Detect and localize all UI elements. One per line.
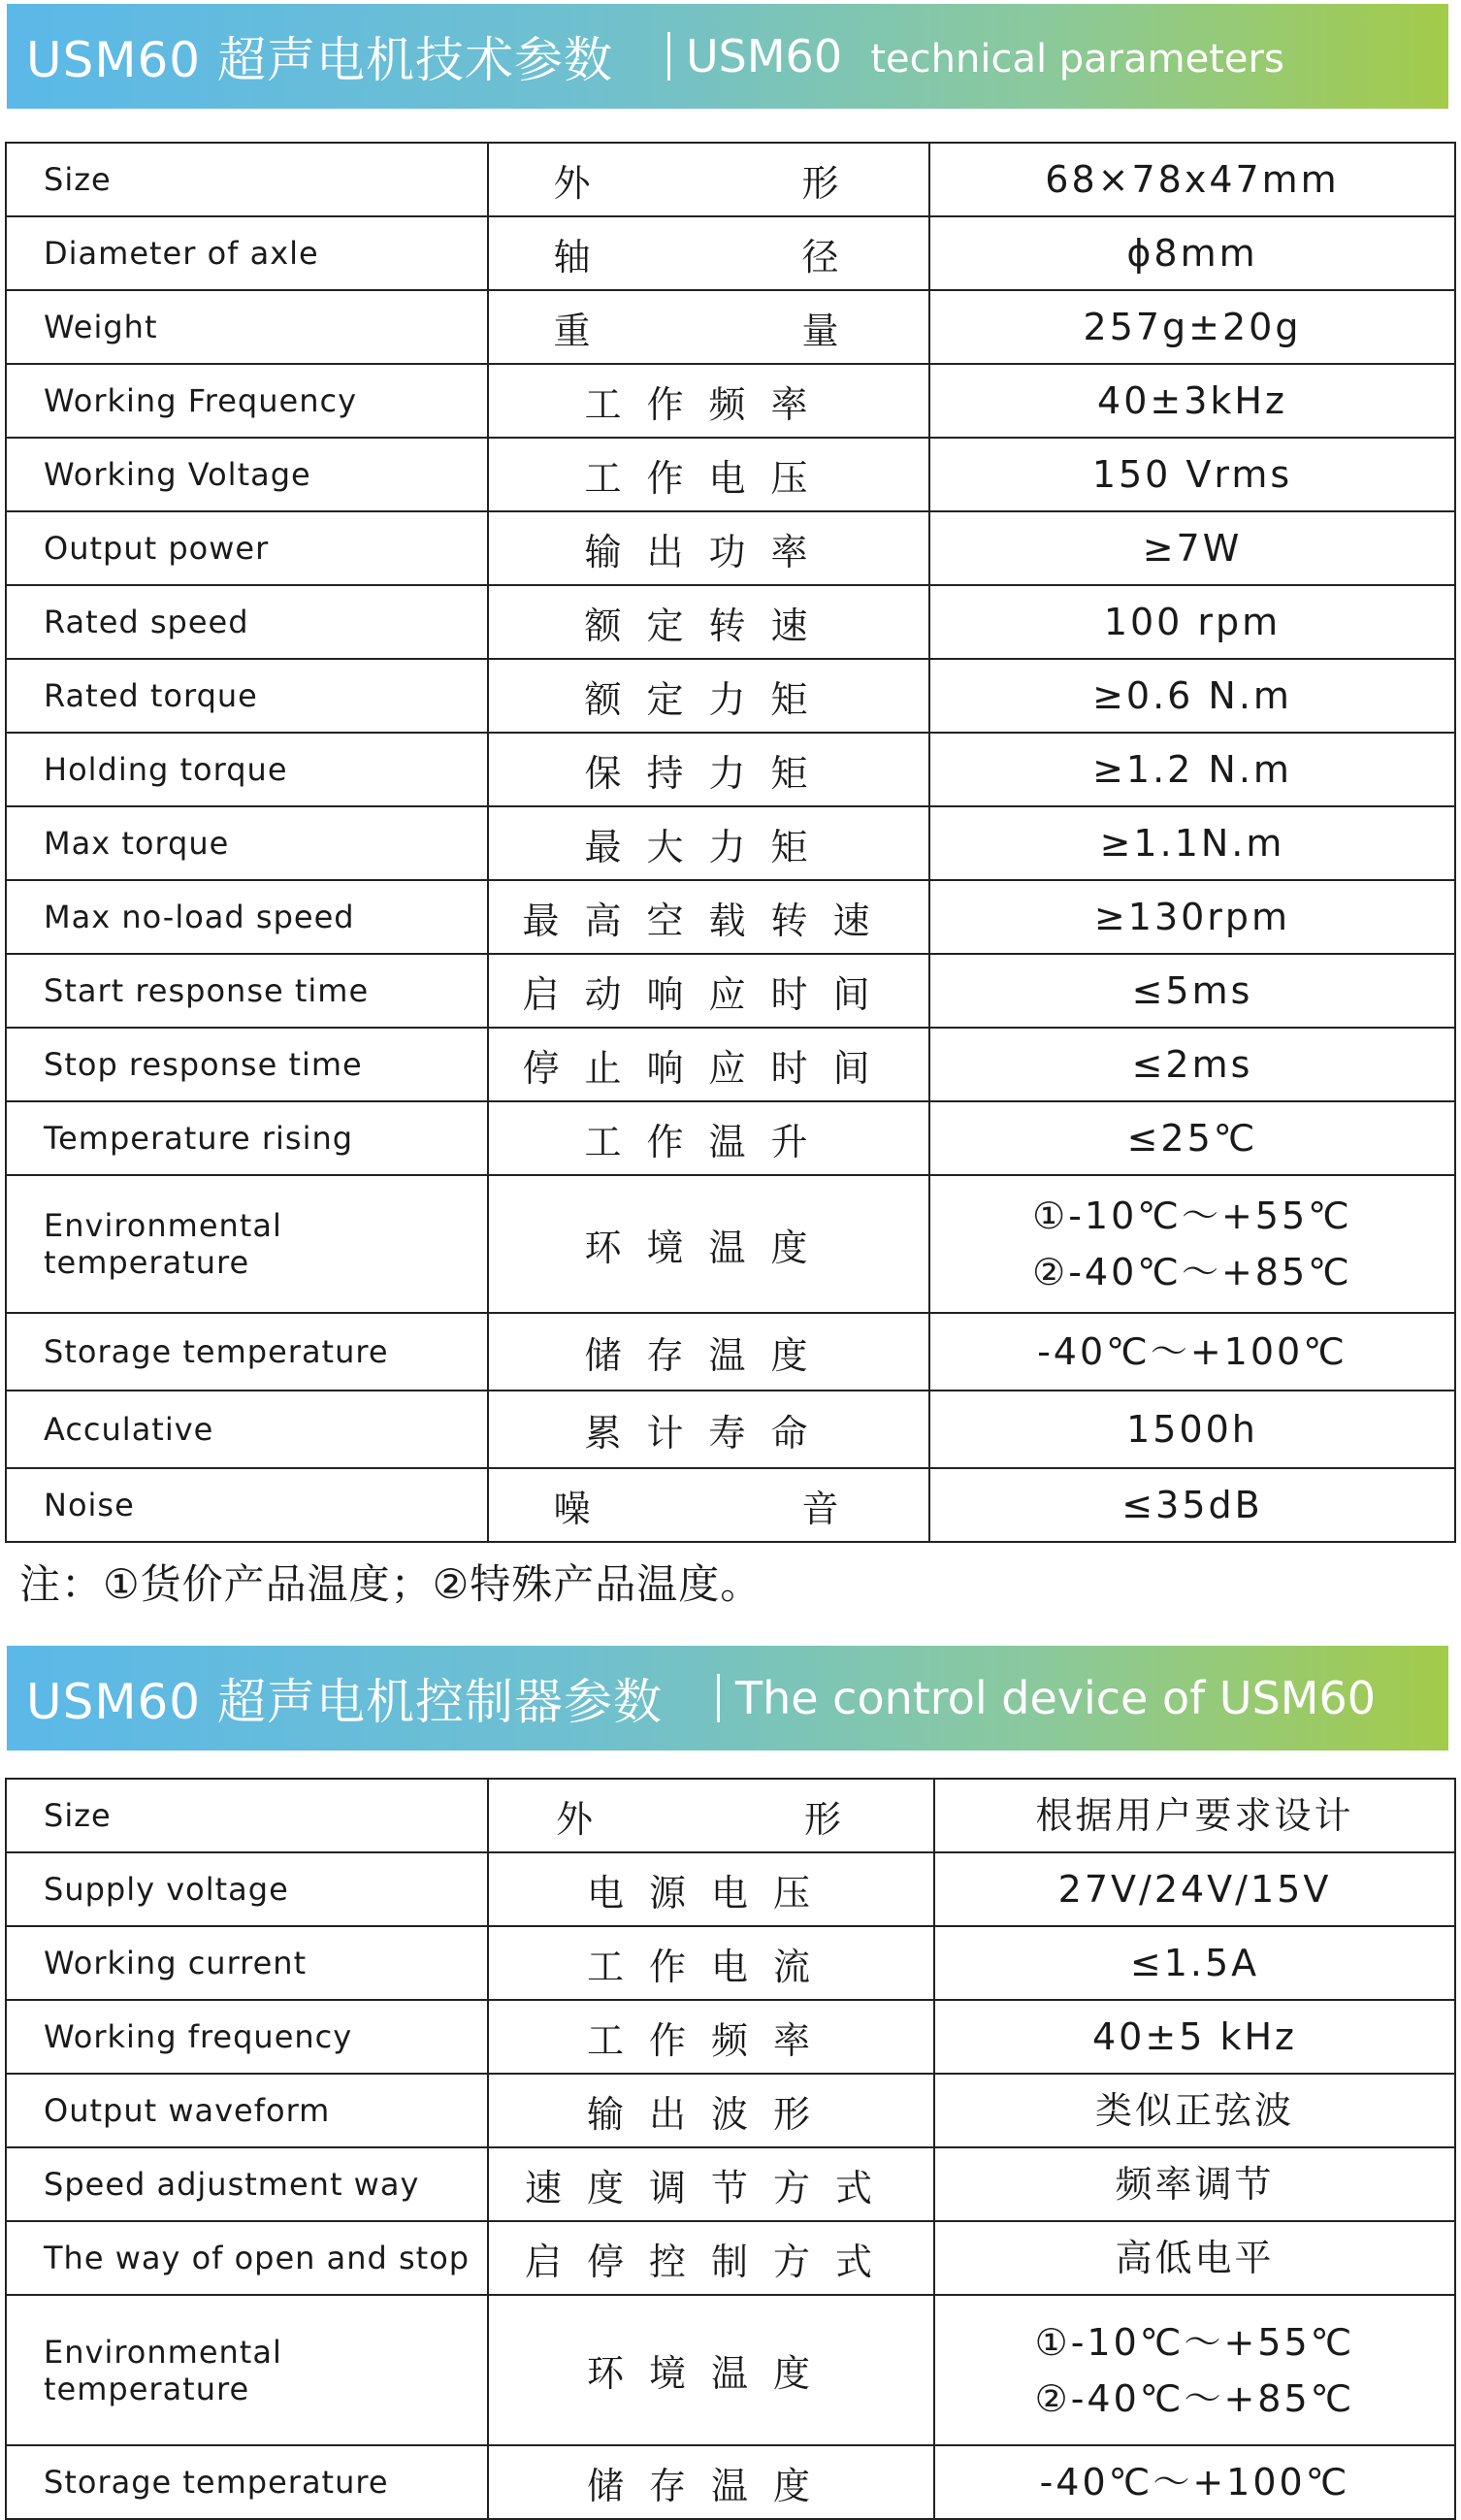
parameter-name-en: Rated torque (6, 659, 488, 733)
technical-parameters-table (5, 142, 1456, 1543)
parameter-value (929, 954, 1455, 1028)
table-row (6, 1101, 1455, 1175)
parameter-name-en: Speed adjustment way (6, 2147, 488, 2221)
section1-title-en-model: USM60 (686, 30, 843, 82)
parameter-value (929, 438, 1455, 511)
table-row (6, 733, 1455, 806)
parameter-name-cn: 环境温度 (488, 1175, 929, 1313)
parameter-value-line: 根据用户要求设计 (1035, 1794, 1354, 1837)
parameter-value (934, 1926, 1455, 2000)
parameter-name-en: Diameter of axle (6, 216, 488, 290)
section1-banner (7, 4, 1448, 109)
parameter-name-cn: 外 形 (488, 1779, 934, 1852)
parameter-name-en: Working Frequency (6, 364, 488, 438)
parameter-name-cn: 保持力矩 (488, 733, 929, 806)
parameter-name-cn: 最高空载转速 (488, 880, 929, 954)
parameter-name-cn: 电源电压 (488, 1852, 934, 1926)
parameter-value (929, 585, 1455, 659)
parameter-name-en: Working Voltage (6, 438, 488, 511)
parameter-name-cn: 重 量 (488, 290, 929, 364)
parameter-name-cn: 额定力矩 (488, 659, 929, 733)
parameter-value-line: 257g±20g (1083, 306, 1302, 348)
parameter-name-en: Holding torque (6, 733, 488, 806)
controller-parameters-table (5, 1778, 1456, 2520)
parameter-value (929, 1175, 1455, 1313)
parameter-name-cn: 储存温度 (488, 1313, 929, 1391)
table-row (6, 511, 1455, 585)
parameter-name-cn: 轴 径 (488, 216, 929, 290)
title-divider (667, 32, 670, 81)
table-row (6, 438, 1455, 511)
table-row (6, 1028, 1455, 1101)
parameter-name-cn: 最大力矩 (488, 806, 929, 880)
parameter-value (929, 511, 1455, 585)
parameter-value (929, 290, 1455, 364)
parameter-value (934, 2074, 1455, 2147)
table-row (6, 143, 1455, 216)
parameter-name-en: The way of open and stop (6, 2221, 488, 2295)
parameter-value-line: ≤35dB (1121, 1484, 1263, 1526)
parameter-name-en: Acculative (6, 1391, 488, 1468)
section2-banner (7, 1646, 1448, 1751)
table-row (6, 2147, 1455, 2221)
parameter-name-en: Working frequency (6, 2000, 488, 2074)
parameter-value (929, 733, 1455, 806)
parameter-value-line: ①-10℃～+55℃ (1034, 2320, 1355, 2364)
parameter-value-line: ①-10℃～+55℃ (1032, 1195, 1352, 1237)
parameter-value (929, 1028, 1455, 1101)
table-row (6, 2221, 1455, 2295)
parameter-name-cn: 环境温度 (488, 2295, 934, 2445)
parameter-value-line: 27V/24V/15V (1057, 1868, 1332, 1911)
table-row (6, 364, 1455, 438)
parameter-value-line: -40℃～+100℃ (1037, 1330, 1347, 1373)
section2-title-cn: USM60 超声电机控制器参数 (26, 1674, 663, 1730)
table-row (6, 1468, 1455, 1542)
parameter-name-cn: 停止响应时间 (488, 1028, 929, 1101)
section1-title-en (686, 30, 1284, 82)
parameter-value-line: 高低电平 (1115, 2237, 1275, 2279)
parameter-value (929, 806, 1455, 880)
parameter-value (934, 2000, 1455, 2074)
parameter-name-cn: 启动响应时间 (488, 954, 929, 1028)
parameter-name-cn: 储存温度 (488, 2445, 934, 2519)
table-row (6, 880, 1455, 954)
parameter-value-line: 40±3kHz (1097, 379, 1287, 422)
parameter-value (934, 2147, 1455, 2221)
parameter-name-en: Environmental temperature (6, 2295, 488, 2445)
parameter-value-line: ≥7W (1142, 527, 1243, 570)
table-row (6, 954, 1455, 1028)
parameter-value-line: ≥0.6 N.m (1092, 674, 1292, 717)
parameter-value (929, 216, 1455, 290)
parameter-name-en: Storage temperature (6, 1313, 488, 1391)
parameter-name-en: Output power (6, 511, 488, 585)
parameter-value (934, 2445, 1455, 2519)
title-divider (717, 1674, 720, 1722)
parameter-value-line: 频率调节 (1115, 2163, 1275, 2206)
table-row (6, 1852, 1455, 1926)
section1-title-cn: USM60 超声电机技术参数 (26, 32, 613, 88)
parameter-value (929, 1391, 1455, 1468)
parameter-name-en: Stop response time (6, 1028, 488, 1101)
parameter-name-en: Size (6, 1779, 488, 1852)
parameter-name-en: Working current (6, 1926, 488, 2000)
parameter-value-line: 100 rpm (1103, 601, 1282, 643)
parameter-name-cn: 外 形 (488, 143, 929, 216)
parameter-name-cn: 额定转速 (488, 585, 929, 659)
parameter-value-line: 68×78x47mm (1045, 158, 1340, 201)
parameter-name-cn: 工作频率 (488, 2000, 934, 2074)
parameter-value-line: ≤2ms (1131, 1043, 1253, 1086)
parameter-name-en: Start response time (6, 954, 488, 1028)
parameter-value (934, 1779, 1455, 1852)
parameter-name-cn: 工作电压 (488, 438, 929, 511)
table-row (6, 2074, 1455, 2147)
table-row (6, 1926, 1455, 2000)
parameter-name-en: Environmental temperature (6, 1175, 488, 1313)
parameter-name-en: Size (6, 143, 488, 216)
parameter-value (929, 659, 1455, 733)
parameter-value (934, 2221, 1455, 2295)
parameter-name-cn: 工作电流 (488, 1926, 934, 2000)
parameter-name-en: Max torque (6, 806, 488, 880)
parameter-value-line: ②-40℃～+85℃ (1032, 1251, 1352, 1293)
parameter-name-cn: 输出波形 (488, 2074, 934, 2147)
parameter-value-line: ≥130rpm (1093, 896, 1291, 938)
parameter-name-en: Weight (6, 290, 488, 364)
parameter-value-line: 150 Vrms (1091, 453, 1293, 496)
parameter-value (929, 364, 1455, 438)
table-row (6, 1175, 1455, 1313)
table-row (6, 659, 1455, 733)
parameter-name-cn: 噪 音 (488, 1468, 929, 1542)
parameter-name-cn: 工作温升 (488, 1101, 929, 1175)
section1-title-en-sub: technical parameters (870, 37, 1284, 82)
parameter-name-cn: 速度调节方式 (488, 2147, 934, 2221)
parameter-value-line: 1500h (1126, 1408, 1258, 1451)
table-row (6, 806, 1455, 880)
table-row (6, 585, 1455, 659)
table-row (6, 2295, 1455, 2445)
section2-title-en: The control device of USM60 (735, 1672, 1377, 1724)
parameter-value-line: 类似正弦波 (1094, 2089, 1294, 2132)
parameter-name-en: Max no-load speed (6, 880, 488, 954)
table-row (6, 1779, 1455, 1852)
table-row (6, 1313, 1455, 1391)
parameter-value-line: ≤1.5A (1129, 1942, 1260, 1984)
parameter-name-en: Supply voltage (6, 1852, 488, 1926)
parameter-name-en: Noise (6, 1468, 488, 1542)
parameter-name-en: Temperature rising (6, 1101, 488, 1175)
parameter-value (929, 1101, 1455, 1175)
parameter-value-line: ≥1.2 N.m (1092, 748, 1292, 791)
table-row (6, 290, 1455, 364)
parameter-value (929, 143, 1455, 216)
parameter-value-line: ②-40℃～+85℃ (1034, 2376, 1355, 2420)
parameter-value-line: -40℃～+100℃ (1039, 2461, 1350, 2504)
parameter-value-line: 40±5 kHz (1092, 2015, 1297, 2058)
parameter-value (929, 1313, 1455, 1391)
parameter-name-cn: 工作频率 (488, 364, 929, 438)
parameter-name-cn: 输出功率 (488, 511, 929, 585)
parameter-name-en: Storage temperature (6, 2445, 488, 2519)
table-row (6, 2445, 1455, 2519)
footnote: 注：①货价产品温度；②特殊产品温度。 (19, 1560, 763, 1608)
parameter-value (929, 880, 1455, 954)
parameter-name-cn: 累计寿命 (488, 1391, 929, 1468)
parameter-name-cn: 启停控制方式 (488, 2221, 934, 2295)
parameter-value (934, 2295, 1455, 2445)
parameter-value-line: ≤25℃ (1126, 1117, 1258, 1160)
parameter-value-line: ≤5ms (1131, 969, 1253, 1012)
parameter-value-line: ≥1.1N.m (1099, 822, 1285, 865)
parameter-value (934, 1852, 1455, 1926)
table-row (6, 216, 1455, 290)
parameter-value-line: ϕ8mm (1126, 232, 1258, 275)
table-row (6, 2000, 1455, 2074)
parameter-name-en: Output waveform (6, 2074, 488, 2147)
parameter-value (929, 1468, 1455, 1542)
parameter-name-en: Rated speed (6, 585, 488, 659)
table-row (6, 1391, 1455, 1468)
